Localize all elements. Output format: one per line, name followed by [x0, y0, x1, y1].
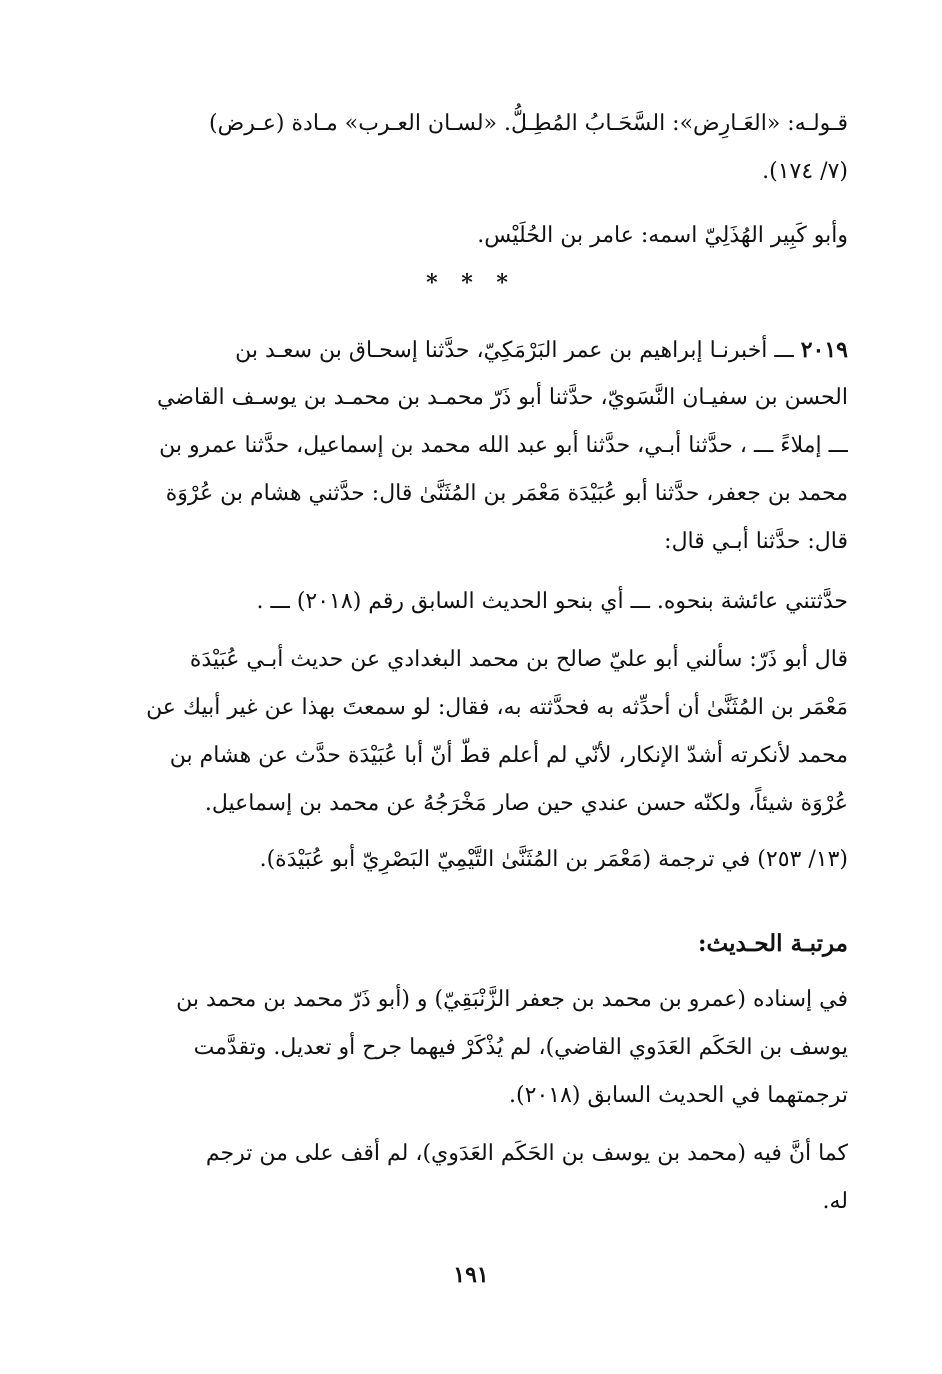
- abu-kabir-line: وأبو كَبِير الهُذَلِيّ اسمه: عامر بن الحُلَيْس.: [477, 223, 848, 248]
- closing-line-1: كما أنَّ فيه (محمد بن يوسف بن الحَكَم العَدَوي)، لم أقف على من ترجم: [205, 1141, 848, 1166]
- reference-line: (١٣/ ٢٥٣) في ترجمة (مَعْمَر بن المُثَنَّىٰ التَّيْمِيّ البَصْرِيّ أبو عُبَيْدَة).: [259, 847, 848, 872]
- grade-line-1: في إسناده (عمرو بن محمد بن جعفر الزَّنْبَقِيّ) و (أبو ذَرّ محمد بن محمد بن: [176, 987, 848, 1012]
- hadith-paragraph: [96, 326, 848, 566]
- note-paragraph: [96, 100, 848, 196]
- abu-dharr-line-3: محمد لأنكرته أشدّ الإنكار، لأنّي لم أعلم قطّ أنّ أبا عُبَيْدَة حدَّث عن هشام بن: [169, 743, 848, 768]
- grade-line-3: ترجمتهما في الحديث السابق (٢٠١٨).: [509, 1083, 848, 1108]
- grade-line-2: يوسف بن الحَكَم العَدَوي القاضي)، لم يُذْكَرْ فيهما جرح أو تعديل. وتقدَّمت: [193, 1035, 848, 1060]
- section-heading: مرتبـة الحـديث:: [698, 930, 848, 957]
- hadith-line-4: محمد بن جعفر، حدَّثنا أبو عُبَيْدَة مَعْمَر بن المُثَنَّىٰ قال: حدَّثني هشام بن عُرْوَة: [165, 481, 848, 506]
- aisha-line: حدَّثتني عائشة بنحوه. ـــ أي بنحو الحديث السابق رقم (٢٠١٨) ـــ .: [256, 589, 848, 614]
- note-line-2: (٧/ ١٧٤).: [762, 159, 848, 184]
- abu-dharr-line-2: مَعْمَر بن المُثَنَّىٰ أن أحدِّثه به فحدَّثته به، فقال: لو سمعتَ بهذا عن غير أبيك عن: [146, 695, 848, 720]
- hadith-line-2: الحسن بن سفيـان النَّسَويّ، حدَّثنا أبو ذَرّ محمـد بن محمـد بن يوسـف القاضي: [156, 385, 848, 410]
- aisha-paragraph: [96, 578, 848, 626]
- note-line-1: قـولـه: «العَـارِض»: السَّحَـابُ المُطِـلُّ. «لسـان العـرب» مـادة (عـرض): [209, 111, 848, 136]
- hadith-number: ٢٠١٩: [800, 337, 848, 363]
- reference-paragraph: [96, 836, 848, 884]
- hadith-line-1: ٢٠١٩ ـــ أخبرنـا إبراهيم بن عمر البَرْمَكِيّ، حدَّثنا إسحـاق بن سعـد بن: [235, 337, 848, 363]
- closing-line-2: له.: [822, 1189, 848, 1214]
- abu-dharr-paragraph: [96, 636, 848, 828]
- hadith-line-5: قال: حدَّثنا أبـي قال:: [664, 529, 848, 554]
- page-number: ١٩١: [453, 1262, 489, 1288]
- grade-paragraph: [96, 976, 848, 1120]
- abu-dharr-line-4: عُرْوَة شيئاً، ولكنّه حسن عندي حين صار مَخْرَجُهُ عن محمد بن إسماعيل.: [204, 791, 848, 816]
- abu-kabir-paragraph: [96, 212, 848, 260]
- closing-paragraph: [96, 1130, 848, 1226]
- abu-dharr-line-1: قال أبو ذَرّ: سألني أبو عليّ صالح بن محمد البغدادي عن حديث أبـي عُبَيْدَة: [189, 647, 848, 672]
- hadith-line-3: ـــ إملاءً ـــ ، حدَّثنا أبـي، حدَّثنا أبو عبد الله محمد بن إسماعيل، حدَّثنا عمرو بن: [159, 433, 848, 458]
- section-separator: * * *: [426, 270, 516, 296]
